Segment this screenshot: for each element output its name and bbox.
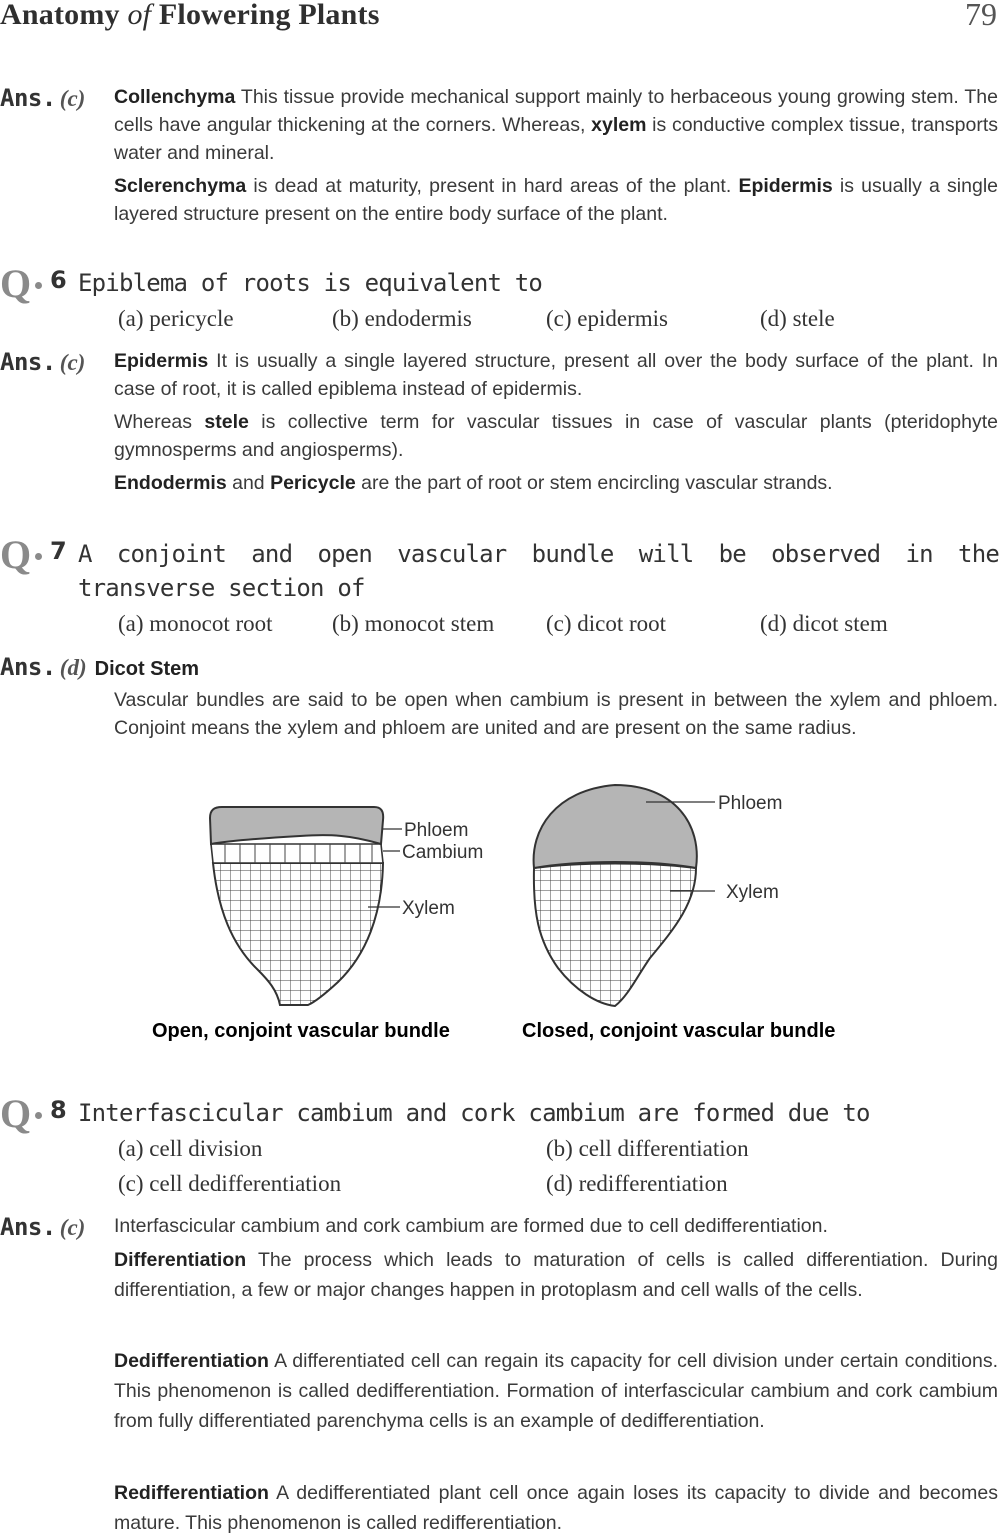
term-endodermis: Endodermis: [114, 472, 227, 494]
vascular-bundle-figure: [150, 780, 870, 1055]
answer-q5-paragraph-1: [114, 83, 998, 167]
answer-option-q7: (d): [59, 655, 87, 680]
term-differentiation: Differentiation: [114, 1249, 247, 1271]
term-stele: stele: [204, 411, 249, 433]
answer-title-q7: Dicot Stem: [94, 658, 200, 680]
q7-option-c: (c) dicot root: [546, 611, 667, 636]
answer-option-q8: (c): [59, 1215, 86, 1240]
answer-option-q6: (c): [59, 350, 86, 375]
page-header: [0, 0, 999, 40]
question-mark-icon: Q: [0, 1091, 32, 1136]
vascular-bundle-diagram: [150, 780, 870, 1055]
question-dot: [35, 1112, 42, 1119]
question-number: 7: [50, 537, 67, 565]
q6-option-a: (a) pericycle: [118, 306, 234, 331]
text-span: is conductive complex tissue, transports water and mineral.: [114, 114, 998, 164]
text-span: A differentiated cell can regain its capacity for cell division under certain conditions. This phenomenon is called dedifferentiation. Formation of interfascicular cambium and cork cambium from fully differentiated parenchyma cells is an example of dedifferentiation.: [114, 1350, 998, 1432]
right-xylem-shape: [534, 864, 696, 1007]
answer-q5-paragraph-2: [114, 172, 998, 228]
closed-bundle-drawing: [534, 785, 715, 1006]
question-number: 8: [50, 1096, 67, 1124]
right-phloem-shape: [534, 785, 697, 868]
left-xylem-shape: [213, 863, 383, 1005]
text-span: It is usually a single layered structure, present all over the body surface of the plant. In case of root, it is called epiblema instead of epidermis.: [114, 350, 998, 400]
chapter-title: [0, 0, 380, 32]
answer-q8-paragraph-3: [114, 1478, 998, 1538]
text-span: are the part of root or stem encircling vascular strands.: [355, 472, 833, 494]
text-span: and: [226, 472, 271, 494]
text-span: A dedifferentiated plant cell once again loses its capacity to divide and becomes mature. This phenomenon is called redifferentiation.: [114, 1482, 998, 1534]
q7-option-b: (b) monocot stem: [332, 611, 495, 636]
left-cambium-band: [211, 844, 383, 863]
open-bundle-drawing: [210, 807, 402, 1005]
answer-q8-paragraph-2: [114, 1346, 998, 1436]
q6-option-b: (b) endodermis: [332, 306, 472, 331]
q8-option-b: (b) cell differentiation: [546, 1136, 749, 1161]
answer-label-q8: [0, 1213, 85, 1241]
answer-q8-paragraph-0: Interfascicular cambium and cork cambium are formed due to cell dedifferentiation.: [114, 1215, 828, 1237]
chapter-title-part1: Anatomy: [0, 0, 128, 31]
answer-label-text: Ans.: [0, 348, 56, 376]
chapter-title-of: of: [127, 0, 152, 31]
question-mark-icon: Q: [0, 532, 32, 577]
question-text: Interfascicular cambium and cork cambium are formed due to: [78, 1099, 870, 1127]
question-dot: [35, 553, 42, 560]
text-span: is collective term for vascular tissues in case of vascular plants (pteridophyte gymnosperms and angiosperms).: [114, 411, 998, 461]
answer-q8-paragraph-1: [114, 1245, 998, 1305]
text-span: Whereas: [114, 411, 205, 433]
answer-label-q6: [0, 348, 85, 376]
answer-q6-paragraph-2: [114, 408, 998, 464]
text-span: The process which leads to maturation of cells is called differentiation. During differentiation, a few or major changes happen in protoplasm and cell walls of the cells.: [114, 1249, 998, 1301]
term-epidermis: Epidermis: [738, 175, 833, 197]
q8-option-c: (c) cell dedifferentiation: [118, 1171, 342, 1196]
left-phloem-shape: [210, 807, 383, 844]
right-label-xylem: Xylem: [726, 882, 779, 903]
question-number: 6: [50, 266, 67, 294]
left-label-cambium: Cambium: [402, 842, 484, 863]
term-collenchyma: Collenchyma: [114, 86, 236, 108]
answer-q6-paragraph-3: [114, 469, 998, 497]
text-span: is usually a single layered structure present on the entire body surface of the plant.: [114, 175, 998, 225]
right-caption: Closed, conjoint vascular bundle: [522, 1020, 836, 1042]
q6-option-d: (d) stele: [760, 306, 835, 331]
answer-label-q5: [0, 84, 85, 112]
answer-q7-paragraph-1: Vascular bundles are said to be open when cambium is present in between the xylem and phloem. Conjoint means the xylem and phloem are united and are present on the same radius.: [114, 689, 998, 739]
left-label-phloem: Phloem: [404, 820, 469, 841]
term-xylem: xylem: [591, 114, 647, 136]
left-caption: Open, conjoint vascular bundle: [152, 1020, 450, 1042]
q8-option-d: (d) redifferentiation: [546, 1171, 728, 1196]
term-dedifferentiation: Dedifferentiation: [114, 1350, 269, 1372]
right-label-phloem: Phloem: [718, 793, 783, 814]
question-text: Epiblema of roots is equivalent to: [78, 269, 543, 297]
q6-option-c: (c) epidermis: [546, 306, 668, 331]
term-sclerenchyma: Sclerenchyma: [114, 175, 247, 197]
answer-label-text: Ans.: [0, 653, 56, 681]
q8-option-a: (a) cell division: [118, 1136, 263, 1161]
answer-q6-paragraph-1: [114, 347, 998, 403]
question-mark-icon: Q: [0, 261, 32, 306]
question-dot: [35, 282, 42, 289]
answer-label-q7: [0, 653, 199, 681]
answer-option-q5: (c): [59, 86, 86, 111]
text-span: is dead at maturity, present in hard areas of the plant.: [246, 175, 739, 197]
term-redifferentiation: Redifferentiation: [114, 1482, 269, 1504]
term-epidermis: Epidermis: [114, 350, 209, 372]
question-text: A conjoint and open vascular bundle will be observed in the transverse section of: [78, 540, 999, 602]
chapter-title-part2: Flowering Plants: [151, 0, 380, 31]
q7-option-a: (a) monocot root: [118, 611, 273, 636]
answer-label-text: Ans.: [0, 1213, 56, 1241]
page-number: 79: [965, 0, 997, 32]
answer-label-text: Ans.: [0, 84, 56, 112]
term-pericycle: Pericycle: [270, 472, 356, 494]
text-span: This tissue provide mechanical support mainly to herbaceous young growing stem. The cells have angular thickening at the corners. Whereas,: [114, 86, 998, 136]
q7-option-d: (d) dicot stem: [760, 611, 888, 636]
left-label-xylem: Xylem: [402, 898, 455, 919]
